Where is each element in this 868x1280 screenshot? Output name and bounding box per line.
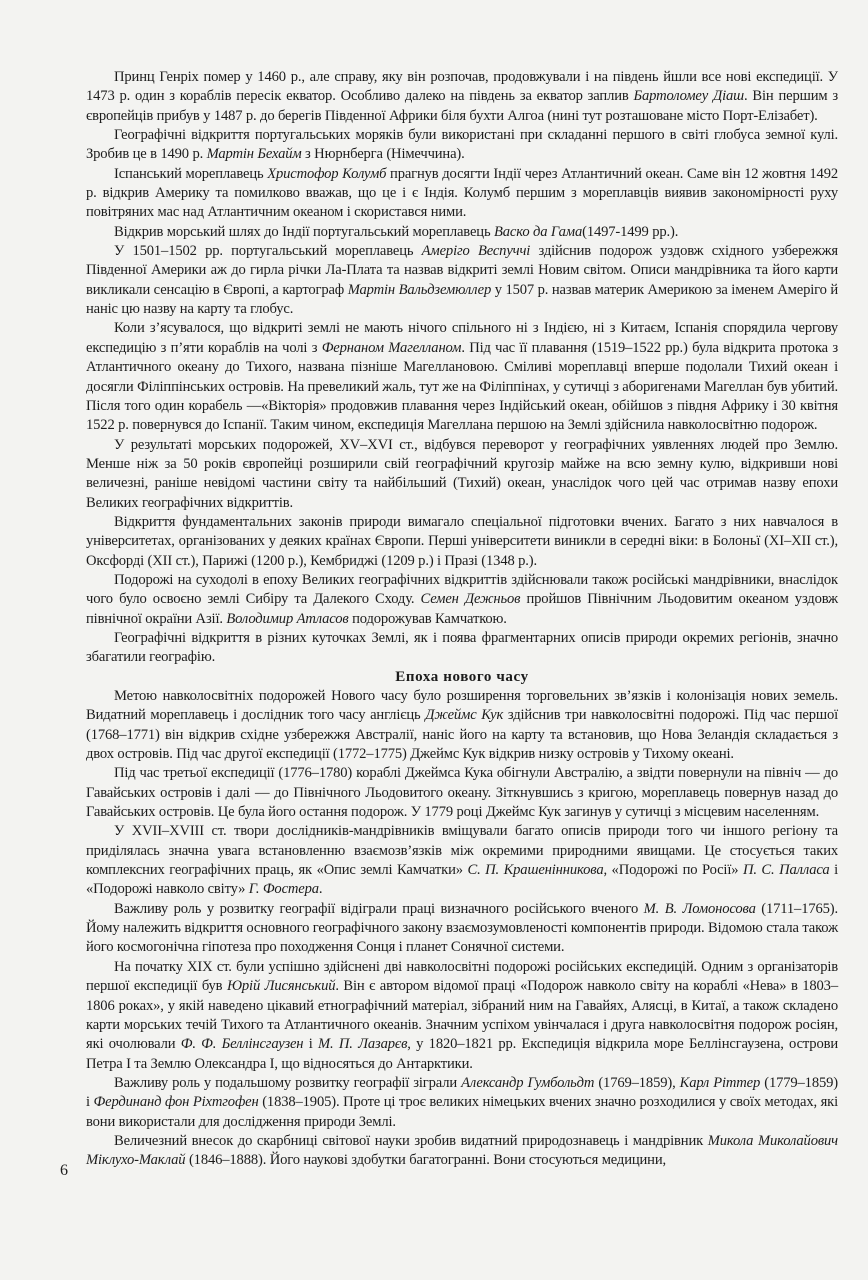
text-run: прагнув досягти Індії через Атлантичний океан. Саме він 12 жовтня 1492 р. відкрив Америку та помилково вважав, що це і є Індія. Колумб першим з мореплавців виявив закономірності руху повітряних мас над Атлантичним океаном і скористався ними. xyxy=(86,165,838,221)
text-run: Іспанський мореплавець xyxy=(114,165,268,182)
text-run: Відкриття фундаментальних законів природи вимагало спеціальної підготовки вчених. Багато з них навчалося в університетах, організованих у деяких країнах Європи. Перші університети виникли в середні віки: в Болоньї (XI–XII ст.), Оксфорді (XII ст.), Парижі (1200 р.), Кембриджі (1209 р.) і Празі (1348 р.). xyxy=(86,513,838,569)
person-name: Христофор Колумб xyxy=(267,165,387,182)
text-run: подорожував Камчаткою. xyxy=(348,610,507,627)
text-run: Важливу роль у подальшому розвитку географії зіграли xyxy=(114,1074,462,1091)
text-run: (1779–1859) і xyxy=(86,1074,838,1111)
person-name: Фернаном Магелланом xyxy=(321,339,462,356)
text-run: , «Подорожі по Росії» xyxy=(603,862,743,879)
person-name: Мартін Бехайм xyxy=(206,146,302,163)
text-run: У результаті морських подорожей, XV–XVI ст., відбувся переворот у географічних уявленнях людей про Землю. Менше ніж за 50 років європейці розширили свій географічний кругозір майже на всю земну кулю, відкривши нові величезні, раніше невідомі частини світу та найбільший (Тихий) океан, унаслідок чого цей час отримав назву епохи Великих географічних відкриттів. xyxy=(86,436,838,511)
text-run: Епоха нового часу xyxy=(395,668,529,685)
person-name: Ф. Ф. Беллінсгаузен xyxy=(180,1036,304,1053)
text-run: і xyxy=(303,1036,319,1053)
person-name: Джеймс Кук xyxy=(425,707,504,724)
paragraph xyxy=(86,68,838,126)
person-name: Фердинанд фон Ріхтгофен xyxy=(93,1094,259,1111)
person-name: Бартоломеу Діаш xyxy=(633,88,745,105)
paragraph xyxy=(86,958,838,1074)
paragraph xyxy=(86,1074,838,1132)
page-number: 6 xyxy=(60,1162,68,1179)
text-run: і «Подорожі навколо світу» xyxy=(86,862,838,898)
text-run: . Під час її плавання (1519–1522 рр.) була відкрита протока з Атлантичного океану до Тихого, названа пізніше Магеллановою. Сміливі мореплавці вперше подолали Тихий океан і досягли Філіппінських островів. На превеликий жаль, тут же на Філіппінах, у сутичці з аборигенами Магеллан був убитий. Після того один корабель —«Вікторія» продовжив плавання через Індійський океан, обійшов з півдня Африку і 30 квітня 1522 р. повернувся до Іспанії. Таким чином, експедиція Магеллана першою на Землі здійснила навколосвітню подорож. xyxy=(86,339,839,434)
paragraph xyxy=(86,571,838,629)
paragraph xyxy=(86,764,838,822)
text-run: (1838–1905). Проте ці троє великих німецьких вчених значно розходилися у своїх методах, які вони використали для дослідження природи Землі. xyxy=(86,1094,839,1130)
paragraph xyxy=(86,165,838,223)
text-run: Принц Генріх помер у 1460 р., але справу, яку він розпочав, продовжували і на південь йшли все нові експедиції. У 1473 р. один з кораблів пересік екватор. Особливо далеко на південь за екватор заплив xyxy=(86,69,838,105)
text-run: Географічні відкриття португальських моряків були використані при складанні першого в світі глобуса земної кулі. Зробив це в 1490 р. xyxy=(86,127,838,163)
person-name: Семен Дежньов xyxy=(420,591,521,608)
text-run: Метою навколосвітніх подорожей Нового часу було розширення торговельних зв’язків і колонізація нових земель. Видатний мореплавець і дослідник того часу англієць xyxy=(86,688,838,724)
document-body xyxy=(86,68,838,1171)
person-name: М. В. Ломоносова xyxy=(643,900,756,917)
paragraph xyxy=(86,513,838,571)
text-run: На початку XIX ст. були успішно здійснені дві навколосвітні подорожі російських експедицій. Одним з організаторів першої експедиції був xyxy=(86,958,838,995)
text-run: У XVII–XVIII ст. твори дослідників-мандрівників вміщували багато описів природи того чи іншого регіону та приділялась значна увага встановленню взаємозв’язків між окремими природними явищами. Це стосується таких комплексних географічних праць, як «Опис землі Камчатки» xyxy=(86,823,838,879)
paragraph xyxy=(86,242,838,319)
text-run: . xyxy=(318,881,323,898)
text-run: Важливу роль у розвитку географії відіграли праці визначного російського вченого xyxy=(114,900,644,917)
paragraph xyxy=(86,629,838,668)
person-name: П. С. Палласа xyxy=(742,862,830,879)
person-name: Микола Миколайович Міклухо-Маклай xyxy=(86,1132,838,1169)
text-run: з Нюрнберга (Німеччина). xyxy=(301,146,465,163)
text-run: здійснив три навколосвітні подорожі. Під час першої (1768–1771) він відкрив східне узбережжя Австралії, наніс його на карту та встановив, що Нова Зеландія складається з двох островів. Під час другої експедиції (1772–1775) Джеймс Кук відкрив низку островів у Тихому океані. xyxy=(86,707,838,763)
person-name: М. П. Лазарєв xyxy=(318,1036,408,1053)
text-run: У 1501–1502 рр. португальський мореплавець xyxy=(114,243,422,260)
text-run: Величезний внесок до скарбниці світової науки зробив видатний природознавець і мандрівник xyxy=(114,1132,708,1149)
paragraph xyxy=(86,126,838,165)
text-run: Географічні відкриття в різних куточках Землі, як і поява фрагментарних описів природи окремих регіонів, значно збагатили географію. xyxy=(86,629,838,666)
paragraph xyxy=(86,900,838,958)
paragraph xyxy=(86,436,838,513)
section-heading xyxy=(86,668,838,687)
text-run: , у 1820–1821 рр. Експедиція відкрила море Беллінсгаузена, острови Петра I та Землю Олександра I, що відносяться до Антарктики. xyxy=(86,1036,838,1072)
paragraph xyxy=(86,319,838,435)
text-run: (1846–1888). Його наукові здобутки багатогранні. Вони стосуються медицини, xyxy=(185,1152,666,1169)
text-run: . Він є автором відомої праці «Подорож навколо світу на кораблі «Нева» в 1803–1806 роках», у якій наведено цікавий етнографічний матеріал, зібраний ним на Гавайях, Алясці, в Китаї, а також складено карти морських течій Тихого та Атлантичного океанів. Значним успіхом увінчалася і друга навколосвітня подорож росіян, які очолювали xyxy=(86,978,838,1053)
text-run: (1769–1859), xyxy=(594,1074,680,1091)
text-run: Коли з’ясувалося, що відкриті землі не мають нічого спільного ні з Індією, ні з Китаєм, Іспанія спорядила чергову експедицію з п’яти кораблів на чолі з xyxy=(86,320,838,356)
paragraph xyxy=(86,687,838,764)
person-name: Юрій Лисянський xyxy=(226,978,336,995)
text-run: здійснив подорож уздовж східного узбережжя Південної Америки аж до гирла річки Ла-Плата та назвав відкриті землі Новим світом. Описи мандрівника та його карти викликали сенсацію в Європі, а картограф xyxy=(86,243,838,298)
paragraph xyxy=(86,822,838,899)
paragraph xyxy=(86,1132,838,1171)
text-run: Відкрив морський шлях до Індії португальський мореплавець xyxy=(114,223,494,240)
text-run: пройшов Північним Льодовитим океаном уздовж північної окраїни Азії. xyxy=(86,591,838,627)
text-run: Подорожі на суходолі в епоху Великих географічних відкриттів здійснювали також російські мандрівники, внаслідок чого було освоєно землі Сибіру та Далекого Сходу. xyxy=(86,571,838,608)
person-name: Амеріго Веспуччі xyxy=(421,243,531,260)
person-name: С. П. Крашенінникова xyxy=(467,862,604,879)
text-run: (1497-1499 рр.). xyxy=(582,223,679,240)
person-name: Мартін Вальдземюллер xyxy=(347,281,492,298)
person-name: Васко да Гама xyxy=(493,223,583,240)
person-name: Карл Ріттер xyxy=(679,1074,761,1091)
person-name: Г. Фостера xyxy=(248,881,319,898)
paragraph xyxy=(86,223,838,242)
person-name: Александр Гумбольдт xyxy=(461,1074,595,1091)
text-run: Під час третьої експедиції (1776–1780) кораблі Джеймса Кука обігнули Австралію, а звідти повернули на північ — до Гавайських островів і далі — до Північного Льодовитого океану. Зіткнувшись з кригою, мореплавець повернув назад до Гавайських островів. Це була його остання подорож. У 1779 році Джеймс Кук загинув у сутичці з місцевим населенням. xyxy=(86,765,838,821)
text-run: (1711–1765). Йому належить відкриття основного географічного закону взаємозумовленості компонентів природи. Відомою стала також його космогонічна гіпотеза про походження Сонця і планет Сонячної системи. xyxy=(86,900,838,956)
person-name: Володимир Атласов xyxy=(226,610,349,627)
text-run: . Він першим з європейців прибув у 1487 р. до берегів Південної Африки біля бухти Алгоа (нині тут розташоване місто Порт-Елізабет). xyxy=(86,88,838,124)
text-run: у 1507 р. назвав материк Америкою за іменем Амеріго й наніс цю назву на карту та глобус. xyxy=(86,281,838,318)
